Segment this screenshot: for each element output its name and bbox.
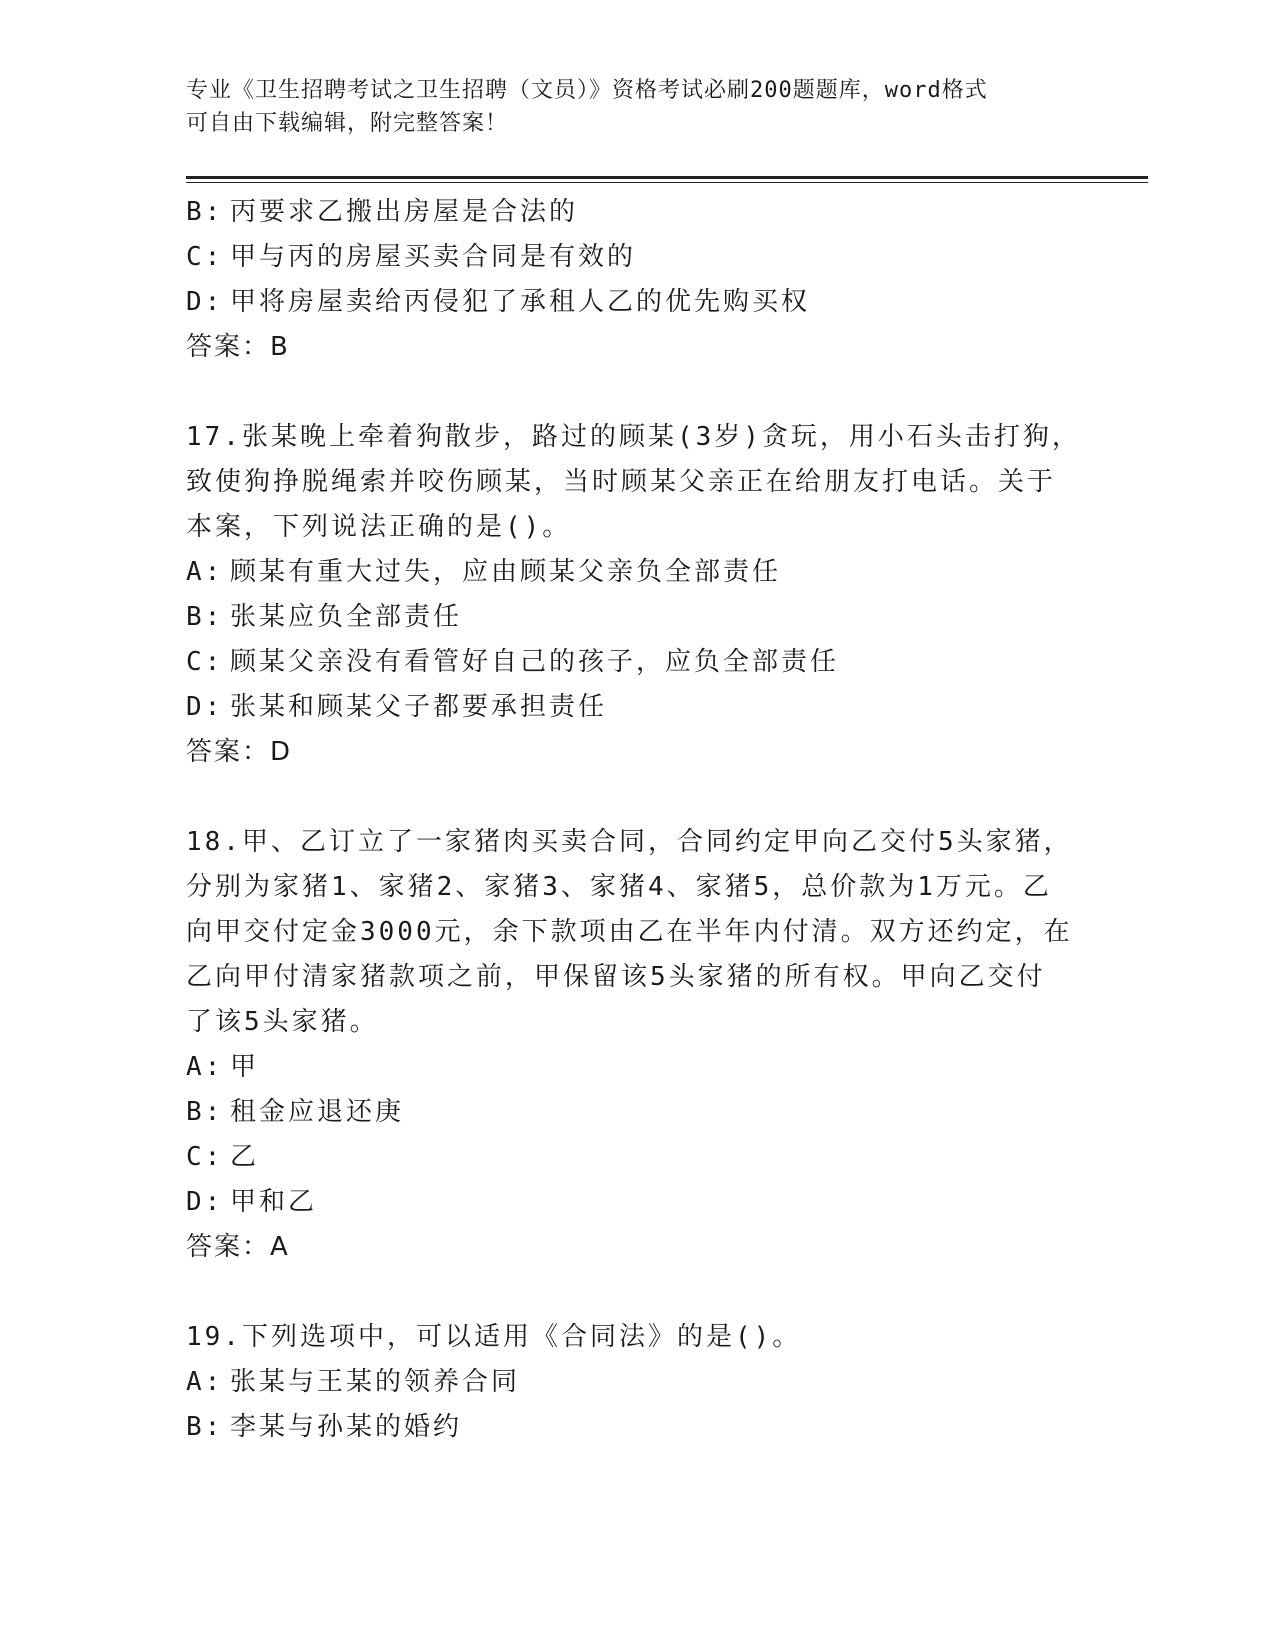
option-a: [186, 1045, 1086, 1090]
option-key: C:: [186, 1142, 224, 1172]
stem-line: 17.张某晚上牵着狗散步，路过的顾某(3岁)贪玩，用小石头击打狗，: [186, 422, 1081, 452]
question-17: [186, 415, 1086, 775]
stem-line: 乙向甲付清家猪款项之前，甲保留该5头家猪的所有权。甲向乙交付: [186, 962, 1046, 992]
option-c: [186, 235, 1086, 280]
option-text: 张某与王某的领养合同: [230, 1367, 521, 1397]
stem-line: 本案，下列说法正确的是()。: [186, 512, 572, 542]
option-key: A:: [186, 557, 224, 587]
option-text: 乙: [230, 1142, 260, 1172]
question-19: [186, 1315, 1086, 1450]
option-d: [186, 280, 1086, 325]
option-c: [186, 1135, 1086, 1180]
option-text: 丙要求乙搬出房屋是合法的: [230, 197, 579, 227]
document-header: [186, 74, 1086, 140]
option-b: [186, 595, 1086, 640]
stem-line: 18.甲、乙订立了一家猪肉买卖合同，合同约定甲向乙交付5头家猪，: [186, 827, 1073, 857]
option-b: [186, 1405, 1086, 1450]
option-d: [186, 1180, 1086, 1225]
question-stem: [186, 1315, 1086, 1360]
header-rule-thin: [186, 182, 1148, 183]
header-rule-thick: [186, 176, 1148, 179]
answer-line: 答案：D: [186, 737, 293, 767]
answer-line: 答案：A: [186, 1232, 290, 1262]
option-text: 张某应负全部责任: [230, 602, 463, 632]
question-stem: [186, 820, 1086, 1045]
question-18: [186, 820, 1086, 1270]
option-key: A:: [186, 1052, 224, 1082]
option-key: B:: [186, 602, 224, 632]
stem-line: 致使狗挣脱绳索并咬伤顾某，当时顾某父亲正在给朋友打电话。关于: [186, 467, 1057, 497]
question-content: [186, 190, 1086, 1450]
option-d: [186, 685, 1086, 730]
stem-line: 19.下列选项中，可以适用《合同法》的是()。: [186, 1322, 802, 1352]
option-text: 甲将房屋卖给丙侵犯了承租人乙的优先购买权: [230, 287, 811, 317]
option-text: 张某和顾某父子都要承担责任: [230, 692, 608, 722]
option-text: 顾某有重大过失，应由顾某父亲负全部责任: [230, 557, 782, 587]
option-key: C:: [186, 242, 224, 272]
header-line-2: 可自由下载编辑，附完整答案！: [186, 111, 509, 136]
question-16-tail: [186, 190, 1086, 370]
option-c: [186, 640, 1086, 685]
stem-line: 了该5头家猪。: [186, 1007, 379, 1037]
option-text: 租金应退还庚: [230, 1097, 405, 1127]
option-a: [186, 1360, 1086, 1405]
header-line-1: 专业《卫生招聘考试之卫生招聘（文员）》资格考试必刷200题题库，word格式: [186, 78, 988, 103]
option-key: B:: [186, 197, 224, 227]
option-key: D:: [186, 287, 224, 317]
answer-line: 答案：B: [186, 332, 290, 362]
option-key: A:: [186, 1367, 224, 1397]
option-key: B:: [186, 1412, 224, 1442]
option-text: 李某与孙某的婚约: [230, 1412, 463, 1442]
option-text: 甲与丙的房屋买卖合同是有效的: [230, 242, 637, 272]
option-b: [186, 190, 1086, 235]
option-text: 甲和乙: [230, 1187, 318, 1217]
option-a: [186, 550, 1086, 595]
stem-line: 分别为家猪1、家猪2、家猪3、家猪4、家猪5，总价款为1万元。乙: [186, 872, 1052, 902]
option-key: C:: [186, 647, 224, 677]
option-key: B:: [186, 1097, 224, 1127]
option-key: D:: [186, 692, 224, 722]
option-b: [186, 1090, 1086, 1135]
stem-line: 向甲交付定金3000元，余下款项由乙在半年内付清。双方还约定，在: [186, 917, 1073, 947]
option-key: D:: [186, 1187, 224, 1217]
option-text: 顾某父亲没有看管好自己的孩子，应负全部责任: [230, 647, 840, 677]
option-text: 甲: [230, 1052, 260, 1082]
question-stem: [186, 415, 1086, 550]
